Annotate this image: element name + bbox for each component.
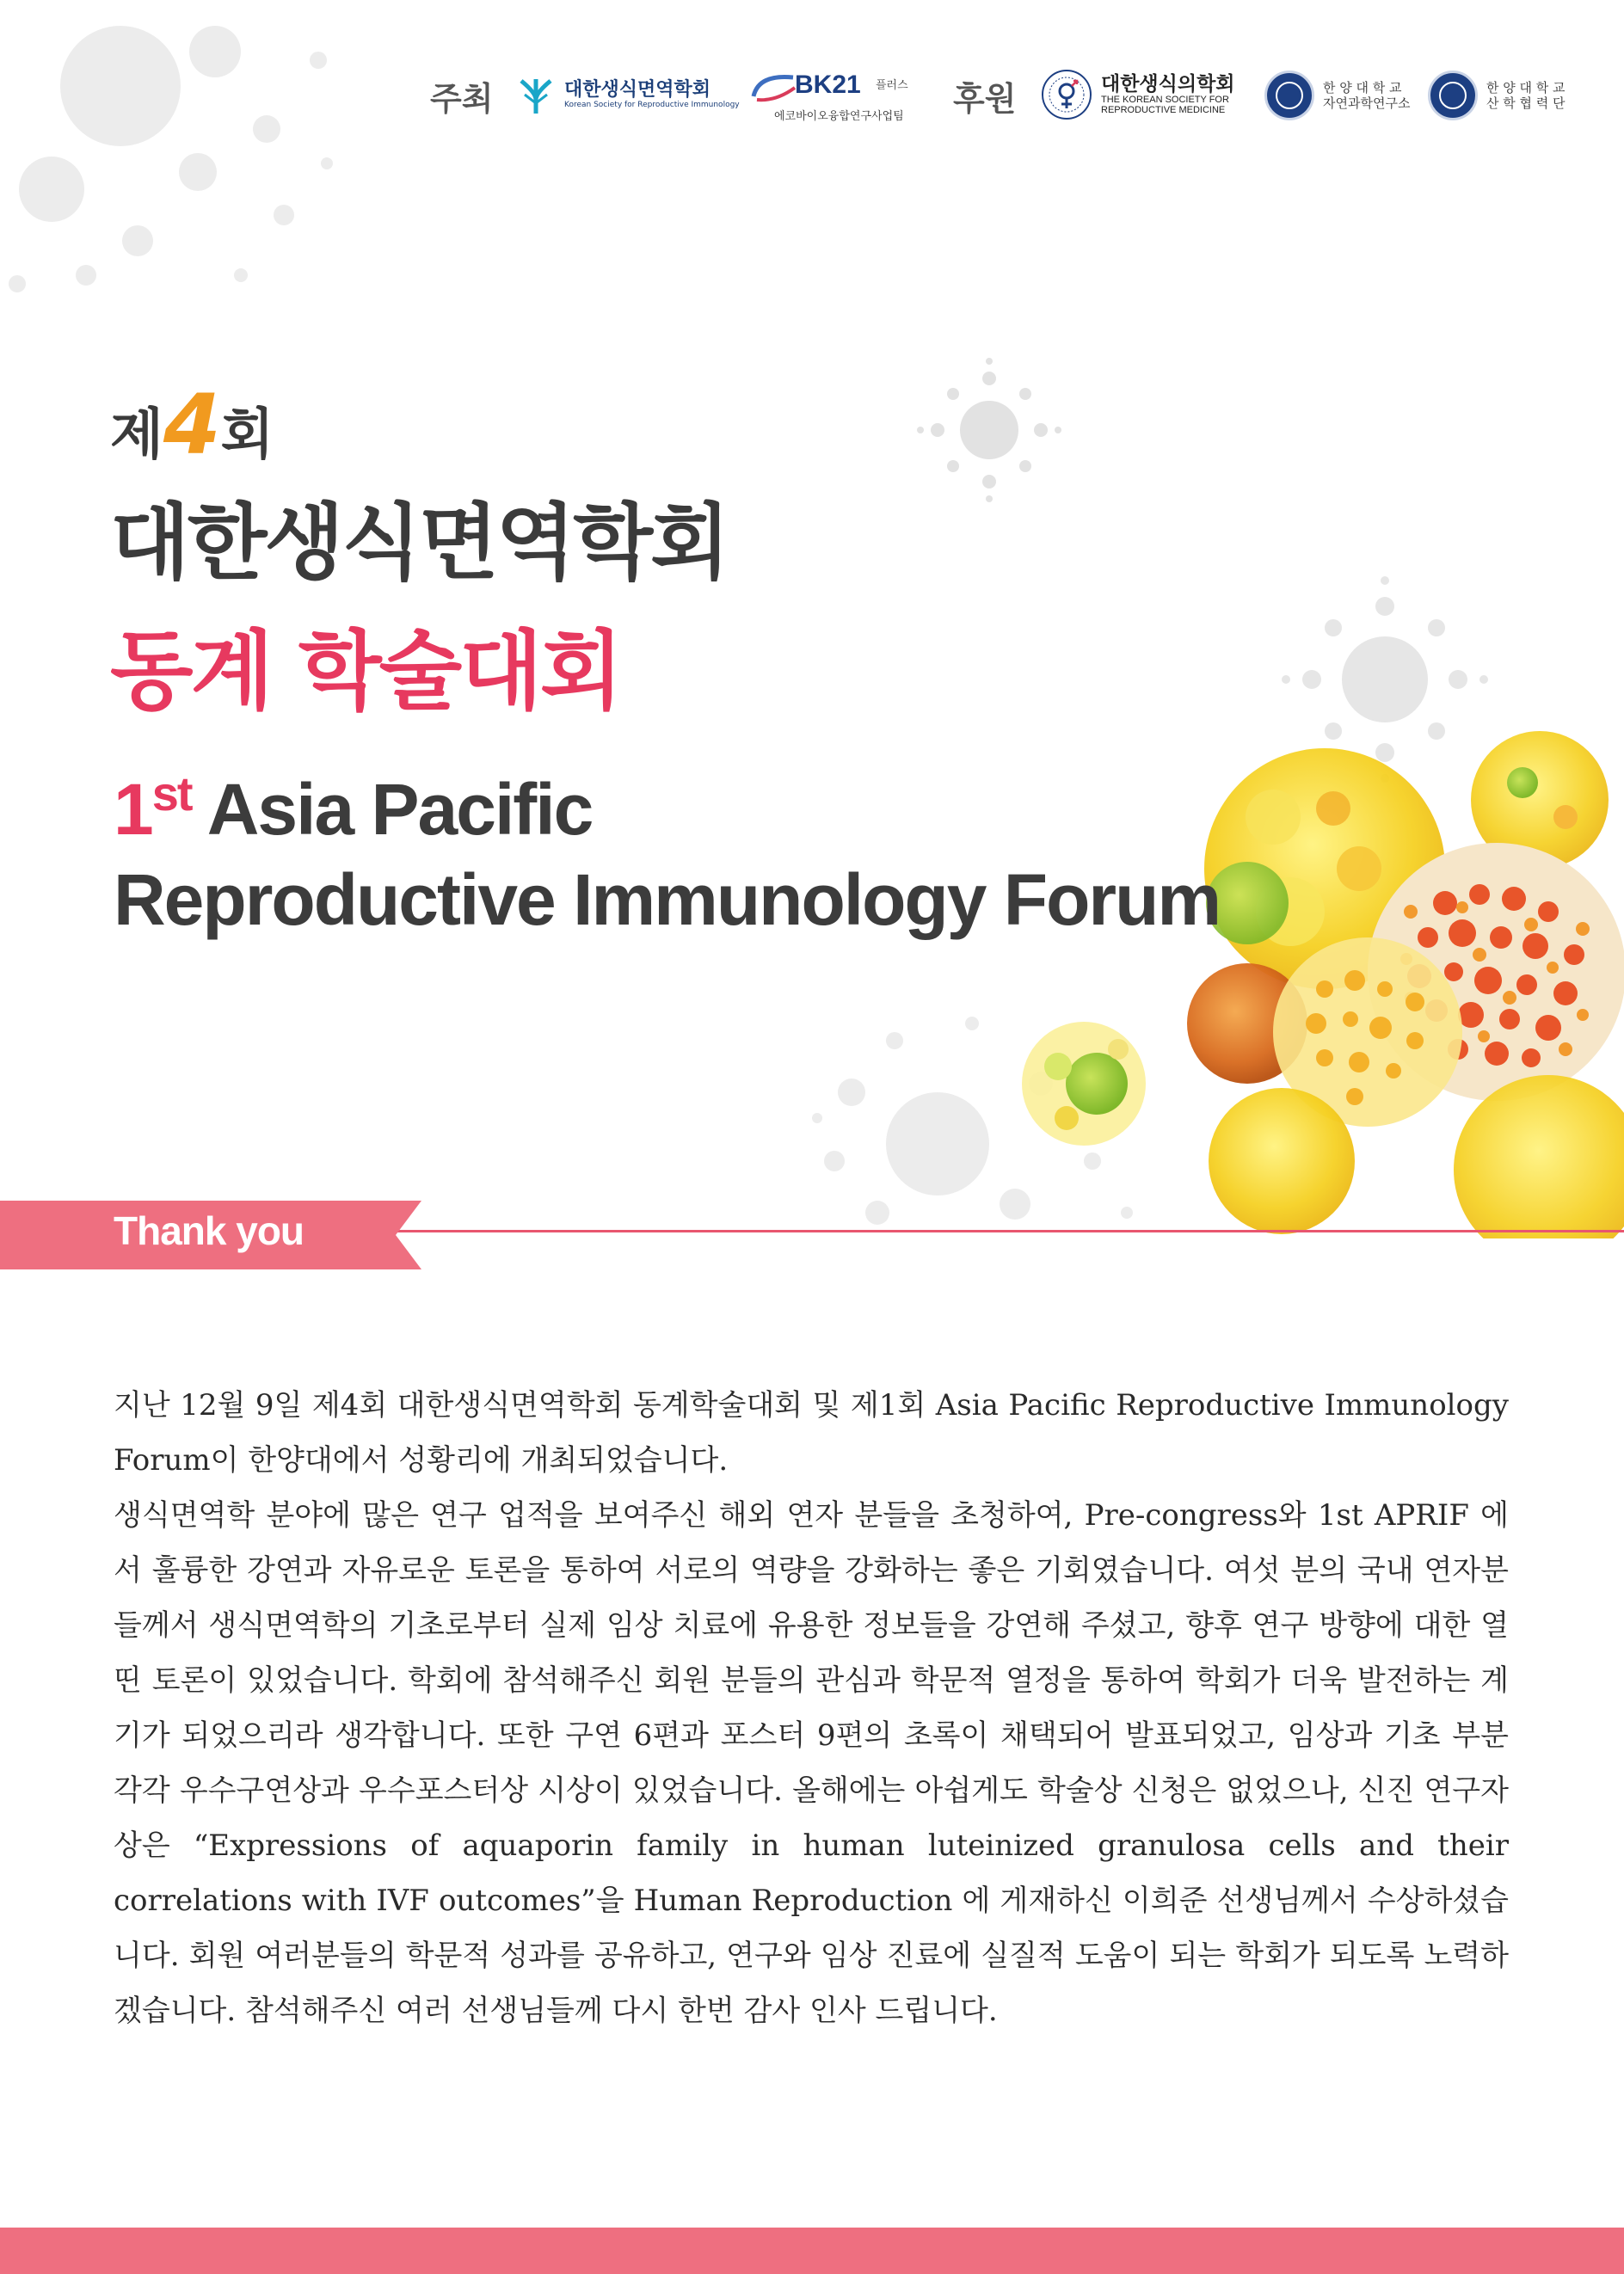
watercolor-circles-illustration [1015, 705, 1624, 1238]
ribbon-divider-line [378, 1230, 1624, 1232]
ksri-emblem-icon [516, 74, 556, 115]
ksrm-gender-emblem-icon [1041, 69, 1092, 120]
host-org1-sub: Korean Society for Reproductive Immunology [564, 100, 740, 109]
edition-number: 4 [163, 377, 221, 473]
host-logo-ksri [516, 74, 740, 115]
sponsor-org1-sub1: THE KOREAN SOCIETY FOR [1101, 94, 1229, 105]
event-title: 동계 학술대회 [110, 621, 621, 722]
sponsor-org2-line2: 자연과학연구소 [1323, 95, 1411, 111]
sponsor-org3-line2: 산 학 협 력 단 [1486, 95, 1566, 111]
forum-line1-text: Asia Pacific [191, 769, 593, 850]
sponsor-logo-hanyang-science [1264, 71, 1410, 120]
forum-title-line2: Reproductive Immunology Forum [114, 859, 1221, 940]
sponsor-org1-name: 대한생식의학회 [1101, 72, 1235, 95]
decorative-burst-top-left [0, 0, 361, 327]
hanyang-seal-icon [1264, 71, 1314, 120]
sponsor-org2-line1: 한 양 대 학 교 [1323, 80, 1402, 95]
decorative-burst-center [912, 353, 1067, 507]
sponsor-header [0, 67, 1624, 144]
bottom-bar [0, 2228, 1624, 2274]
sponsor-label: 후원 [953, 80, 1017, 118]
body-paragraph-2: 생식면역학 분야에 많은 연구 업적을 보여주신 해외 연자 분들을 초청하여, Pre-congress와 1st APRIF 에서 훌륭한 강연과 자유로운 토론을 통하여 서로의 역량을 강화하는 좋은 기회였습니다. 여섯 분의 국내 연자분들께서 생식면역학의 기초로부터 실제 임상 치료에 유용한 정보들을 강연해 주셨고, 향후 연구 방향에 대한 열띤 토론이 있었습니다. 학회에 참석해주신 회원 분들의 관심과 학문적 열정을 통하여 학회가 더욱 발전하는 계기가 되었으리라 생각합니다. 또한 구연 6편과 포스터 9편의 초록이 채택되어 발표되었고, 임상과 기초 부분 각각 우수구연상과 우수포스터상 시상이 있었습니다. 올해에는 아쉽게도 학술상 신청은 없었으나, 신진 연구자상은 “Expressions of aquaporin family in human luteinized granulosa cells and their correlations with IVF outcomes”을 Human Reproduction 에 게재하신 이희준 선생님께서 수상하셨습니다. 회원 여러분들의 학문적 성과를 공유하고, 연구와 임상 진료에 실질적 도움이 되는 학회가 되도록 노력하겠습니다. 참석해주신 여러 선생님들께 다시 한번 감사 인사 드립니다. [114, 1498, 1509, 2028]
host-org1-name: 대한생식면역학회 [564, 79, 711, 101]
edition-suffix: 회 [220, 403, 274, 467]
forum-ordinal: 1st [114, 766, 192, 850]
body-text [114, 1378, 1509, 2038]
host-org2-suffix: 플러스 [876, 79, 908, 92]
body-paragraph-1: 지난 12월 9일 제4회 대한생식면역학회 동계학술대회 및 제1회 Asia Pacific Reproductive Immunology Forum이 한양대에서 성황리에 개최되었습니다. [114, 1388, 1509, 1478]
host-org2-sub: 에코바이오융합연구사업팀 [774, 110, 904, 123]
sponsor-logo-ksrm [1041, 69, 1235, 120]
sponsor-org3-line1: 한 양 대 학 교 [1486, 80, 1566, 95]
edition-title [110, 377, 274, 473]
sponsor-org1-sub2: REPRODUCTIVE MEDICINE [1101, 105, 1226, 116]
ribbon-label: Thank you [114, 1208, 304, 1253]
society-title: 대한생식면역학회 [110, 495, 728, 591]
sponsor-logo-hanyang-industry [1428, 71, 1566, 120]
host-org2-name: BK21 [795, 71, 861, 99]
host-label: 주최 [430, 80, 494, 118]
forum-title-line1 [114, 765, 592, 851]
bk21-swoosh-icon [750, 71, 802, 105]
hanyang-seal-icon [1428, 71, 1478, 120]
host-logo-bk21 [750, 67, 914, 127]
edition-prefix: 제 [110, 403, 163, 467]
